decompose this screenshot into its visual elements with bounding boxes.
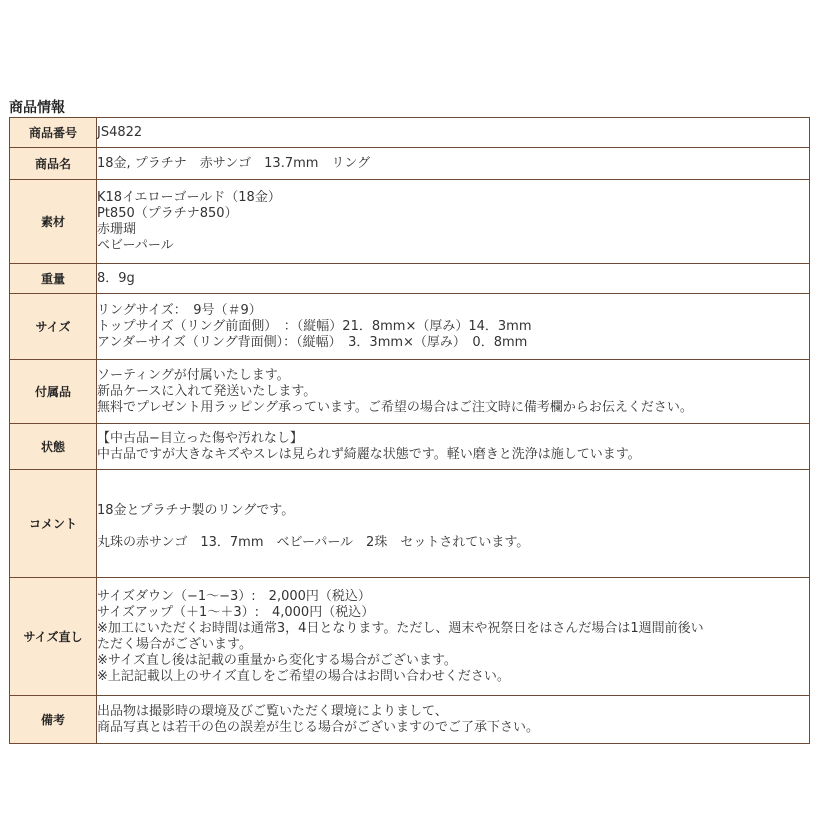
- row-label: 付属品: [10, 360, 97, 424]
- value-line: ソーティングが付属いたします。: [97, 367, 290, 383]
- value-line: [97, 519, 809, 535]
- row-value: [97, 696, 810, 744]
- value-line: 8．9g: [97, 270, 135, 286]
- row-value: [97, 264, 810, 294]
- info-row: [10, 148, 810, 180]
- row-value: [97, 360, 810, 424]
- info-row: [10, 470, 810, 578]
- info-row: [10, 696, 810, 744]
- info-row: [10, 264, 810, 294]
- value-line: 新品ケースに入れて発送いたします。: [97, 383, 317, 399]
- row-value: [97, 294, 810, 360]
- value-line: 商品写真とは若干の色の誤差が生じる場合がございますのでご了承下さい。: [97, 719, 540, 735]
- value-line: アンダーサイズ（リング背面側）：（縦幅） 3．3mm×（厚み） 0．8mm: [97, 334, 528, 350]
- value-line: 18金とプラチナ製のリングです。: [97, 502, 295, 518]
- row-value: [97, 424, 810, 470]
- info-row: [10, 360, 810, 424]
- value-line: リングサイズ： 9号（＃9）: [97, 302, 262, 318]
- value-line: ベビーパール: [97, 237, 174, 253]
- row-label: コメント: [10, 470, 97, 578]
- value-line: 赤珊瑚: [97, 221, 137, 237]
- info-row: [10, 180, 810, 264]
- row-value: [97, 118, 810, 148]
- info-row: [10, 118, 810, 148]
- value-line: ※上記記載以上のサイズ直しをご希望の場合はお問い合わせください。: [97, 668, 510, 684]
- value-line: 18金, プラチナ 赤サンゴ 13.7mm リング: [97, 155, 371, 171]
- value-line: Pt850（プラチナ850）: [97, 205, 238, 221]
- row-label: 重量: [10, 264, 97, 294]
- value-line: サイズダウン（−1〜−3）: 2,000円（税込）: [97, 588, 371, 604]
- row-value: [97, 578, 810, 696]
- info-row: [10, 578, 810, 696]
- section-heading: 商品情報: [9, 100, 65, 116]
- row-label: 備考: [10, 696, 97, 744]
- value-line: K18イエローゴールド（18金）: [97, 189, 281, 205]
- value-line: ただく場合がございます。: [97, 636, 252, 652]
- row-label: 商品名: [10, 148, 97, 180]
- value-line: 無料でプレゼント用ラッピング承っています。ご希望の場合はご注文時に備考欄からお伝えください。: [97, 399, 693, 415]
- value-line: トップサイズ（リング前面側） ：（縦幅）21．8mm×（厚み）14．3mm: [97, 318, 532, 334]
- info-row: [10, 424, 810, 470]
- row-value: [97, 470, 810, 578]
- row-label: 素材: [10, 180, 97, 264]
- value-line: ※サイズ直し後は記載の重量から変化する場合がございます。: [97, 652, 457, 668]
- row-label: サイズ直し: [10, 578, 97, 696]
- value-line: ※加工にいただくお時間は通常3，4日となります。ただし、週末や祝祭日をはさんだ場合は1週間前後い: [97, 620, 704, 636]
- row-label: 商品番号: [10, 118, 97, 148]
- value-line: 【中古品−目立った傷や汚れなし】: [97, 430, 303, 446]
- info-row: [10, 294, 810, 360]
- product-info-table: [9, 117, 810, 744]
- row-value: [97, 180, 810, 264]
- value-line: 中古品ですが大きなキズやスレは見られず綺麗な状態です。軽い磨きと洗浄は施しています。: [97, 446, 641, 462]
- value-line: JS4822: [97, 124, 143, 140]
- row-value: [97, 148, 810, 180]
- row-label: サイズ: [10, 294, 97, 360]
- value-line: 丸珠の赤サンゴ 13．7mm ベビーパール 2珠 セットされています。: [97, 534, 530, 550]
- value-line: 出品物は撮影時の環境及びご覧いただく環境によりまして、: [97, 703, 448, 719]
- value-line: サイズアップ（＋1〜＋3）: 4,000円（税込）: [97, 604, 375, 620]
- row-label: 状態: [10, 424, 97, 470]
